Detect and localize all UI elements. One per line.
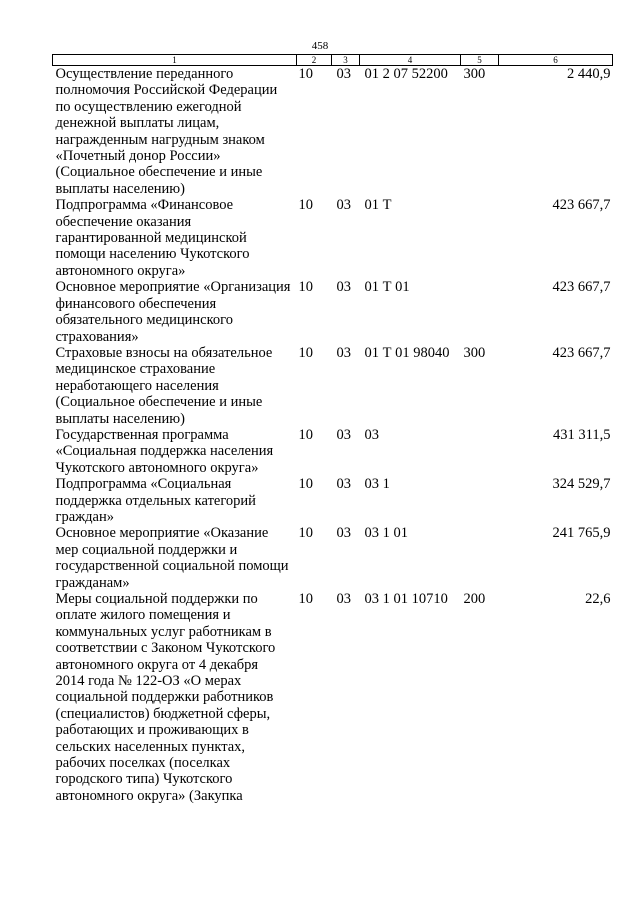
row-name-line: автономного округа» bbox=[55, 262, 186, 279]
row-name-cell bbox=[53, 66, 297, 198]
row-name-line: рабочих поселках (поселках bbox=[55, 755, 231, 772]
subsection-code-cell: 03 bbox=[336, 591, 351, 607]
section-code-cell: 10 bbox=[298, 426, 313, 443]
subsection-code-cell: 03 bbox=[336, 197, 351, 214]
column-header-2: 2 bbox=[297, 55, 332, 66]
row-name-line: оплате жилого помещения и bbox=[55, 607, 231, 624]
target-article-code-cell: 03 1 01 bbox=[364, 525, 408, 542]
page-number: 458 bbox=[311, 40, 329, 52]
expense-type-code-cell bbox=[461, 427, 499, 476]
row-name-line: Основное мероприятие «Оказание bbox=[55, 525, 269, 542]
subsection-code-cell: 03 bbox=[336, 279, 351, 296]
row-name-line: финансового обеспечения bbox=[55, 295, 217, 312]
row-name-line: социальной поддержки работников bbox=[55, 689, 274, 706]
row-name-line: гражданам» bbox=[55, 574, 130, 591]
row-name-line: поддержка отдельных категорий bbox=[55, 492, 256, 509]
budget-table bbox=[52, 54, 613, 804]
target-article-code-cell: 01 Т 01 98040 bbox=[364, 344, 450, 361]
row-name-line: по осуществлению ежегодной bbox=[55, 98, 242, 115]
row-name-line: 2014 года № 122-ОЗ «О мерах bbox=[55, 673, 242, 690]
amount-cell: 324 529,7 bbox=[552, 476, 611, 493]
row-name-line: Меры социальной поддержки по bbox=[55, 591, 258, 607]
subsection-code-cell: 03 bbox=[336, 344, 351, 361]
section-code-cell: 10 bbox=[298, 476, 313, 493]
target-article-code-cell: 03 1 bbox=[364, 476, 390, 493]
amount-cell: 423 667,7 bbox=[552, 344, 611, 361]
row-name-line: страхования» bbox=[55, 328, 139, 345]
row-name-line: Основное мероприятие «Организация bbox=[55, 279, 291, 296]
row-name-line: гарантированной медицинской bbox=[55, 230, 247, 247]
row-name-cell bbox=[53, 345, 297, 427]
column-header-row bbox=[53, 55, 613, 66]
amount-cell: 431 311,5 bbox=[553, 426, 611, 443]
row-name-cell bbox=[53, 476, 297, 525]
target-article-code-cell: 03 bbox=[364, 426, 379, 443]
expense-type-code-cell: 300 bbox=[463, 66, 486, 82]
section-code-cell: 10 bbox=[298, 344, 313, 361]
row-name-line: полномочия Российской Федерации bbox=[55, 82, 278, 99]
expense-type-code-cell bbox=[461, 279, 499, 345]
target-article-code-cell: 01 2 07 52200 bbox=[364, 66, 448, 82]
column-header-1: 1 bbox=[53, 55, 297, 66]
table-row bbox=[53, 476, 613, 525]
row-name-line: соответствии с Законом Чукотского bbox=[55, 640, 276, 657]
row-name-cell bbox=[53, 427, 297, 476]
row-name-line: (специалистов) бюджетной сферы, bbox=[55, 705, 271, 722]
row-name-line: обязательного медицинского bbox=[55, 312, 233, 329]
row-name-line: автономного округа от 4 декабря bbox=[55, 656, 259, 673]
row-name-line: денежной выплаты лицам, bbox=[55, 115, 220, 132]
row-name-line: неработающего населения bbox=[55, 377, 219, 394]
row-name-line: обеспечение оказания bbox=[55, 213, 192, 230]
table-row bbox=[53, 345, 613, 427]
target-article-code-cell: 01 Т bbox=[364, 197, 392, 214]
table-row bbox=[53, 279, 613, 345]
row-name-line: граждан» bbox=[55, 508, 114, 525]
row-name-line: Подпрограмма «Финансовое bbox=[55, 197, 234, 214]
table-row bbox=[53, 591, 613, 804]
row-name-line: Чукотского автономного округа» bbox=[55, 459, 259, 476]
section-code-cell: 10 bbox=[298, 591, 313, 607]
table-row bbox=[53, 427, 613, 476]
section-code-cell: 10 bbox=[298, 279, 313, 296]
row-name-line: Страховые взносы на обязательное bbox=[55, 344, 273, 361]
row-name-cell bbox=[53, 591, 297, 804]
row-name-line: «Социальная поддержка населения bbox=[55, 443, 274, 460]
row-name-line: сельских населенных пунктах, bbox=[55, 738, 246, 755]
row-name-line: (Социальное обеспечение и иные bbox=[55, 394, 263, 411]
row-name-line: выплаты населению) bbox=[55, 180, 185, 197]
row-name-line: выплаты населению) bbox=[55, 410, 185, 427]
row-name-cell bbox=[53, 525, 297, 591]
section-code-cell: 10 bbox=[298, 525, 313, 542]
column-header-6: 6 bbox=[499, 55, 613, 66]
row-name-line: мер социальной поддержки и bbox=[55, 541, 238, 558]
expense-type-code-cell bbox=[461, 197, 499, 279]
amount-cell: 423 667,7 bbox=[552, 197, 611, 214]
column-header-3: 3 bbox=[332, 55, 360, 66]
row-name-line: автономного округа» (Закупка bbox=[55, 787, 243, 804]
row-name-line: городского типа) Чукотского bbox=[55, 771, 233, 788]
row-name-line: медицинское страхование bbox=[55, 361, 216, 378]
row-name-cell bbox=[53, 279, 297, 345]
expense-type-code-cell bbox=[461, 525, 499, 591]
subsection-code-cell: 03 bbox=[336, 66, 351, 82]
section-code-cell: 10 bbox=[298, 66, 313, 82]
table-row bbox=[53, 66, 613, 198]
target-article-code-cell: 01 Т 01 bbox=[364, 279, 410, 296]
column-header-5: 5 bbox=[461, 55, 499, 66]
table-row bbox=[53, 197, 613, 279]
row-name-line: государственной социальной помощи bbox=[55, 558, 289, 575]
row-name-line: Осуществление переданного bbox=[55, 66, 234, 82]
amount-cell: 2 440,9 bbox=[567, 66, 611, 82]
subsection-code-cell: 03 bbox=[336, 525, 351, 542]
section-code-cell: 10 bbox=[298, 197, 313, 214]
row-name-line: помощи населению Чукотского bbox=[55, 246, 250, 263]
row-name-line: Государственная программа bbox=[55, 426, 229, 443]
row-name-line: Подпрограмма «Социальная bbox=[55, 476, 232, 493]
subsection-code-cell: 03 bbox=[336, 426, 351, 443]
row-name-line: коммунальных услуг работникам в bbox=[55, 623, 272, 640]
row-name-cell bbox=[53, 197, 297, 279]
expense-type-code-cell: 300 bbox=[463, 344, 486, 361]
subsection-code-cell: 03 bbox=[336, 476, 351, 493]
amount-cell: 22,6 bbox=[585, 591, 611, 607]
target-article-code-cell: 03 1 01 10710 bbox=[364, 591, 448, 607]
row-name-line: работающих и проживающих в bbox=[55, 722, 249, 739]
table-row bbox=[53, 525, 613, 591]
expense-type-code-cell: 200 bbox=[463, 591, 486, 607]
column-header-4: 4 bbox=[360, 55, 461, 66]
expense-type-code-cell bbox=[461, 476, 499, 525]
row-name-line: «Почетный донор России» bbox=[55, 148, 221, 165]
row-name-line: награжденным нагрудным знаком bbox=[55, 131, 265, 148]
table-body bbox=[53, 66, 613, 805]
amount-cell: 423 667,7 bbox=[552, 279, 611, 296]
row-name-line: (Социальное обеспечение и иные bbox=[55, 164, 263, 181]
amount-cell: 241 765,9 bbox=[552, 525, 611, 542]
